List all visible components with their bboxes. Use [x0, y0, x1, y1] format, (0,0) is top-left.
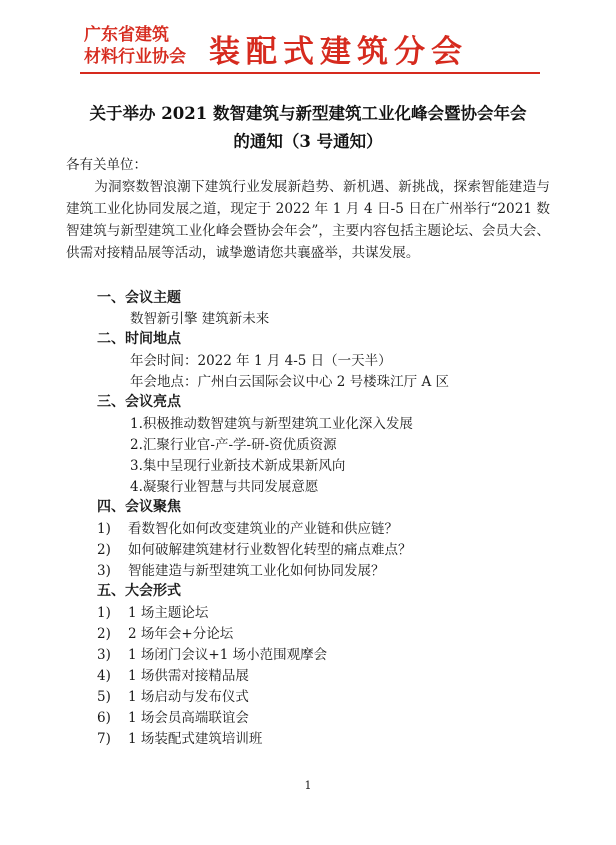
format-item-text: 1 场闭门会议+1 场小范围观摩会 — [128, 647, 328, 663]
intro-paragraph — [66, 176, 550, 264]
format-item-number: 7) — [97, 731, 111, 747]
focus-item-number: 1) — [97, 521, 111, 537]
focus-item — [97, 538, 412, 558]
format-item-number: 6) — [97, 710, 111, 726]
section-heading-focus: 四、会议聚焦 — [97, 499, 181, 515]
focus-item-text: 看数智化如何改变建筑业的产业链和供应链？ — [128, 521, 398, 537]
document-title-line2: 的通知（3 号通知） — [233, 132, 383, 151]
format-item — [97, 706, 249, 726]
format-item-text: 1 场供需对接精品展 — [128, 668, 249, 684]
format-item — [97, 685, 249, 705]
format-item — [97, 643, 327, 663]
document-title-line1: 关于举办 2021 数智建筑与新型建筑工业化峰会暨协会年会 — [89, 104, 527, 123]
meeting-venue: 年会地点：广州白云国际会议中心 2 号楼珠江厅 A 区 — [130, 374, 450, 390]
format-item-text: 1 场启动与发布仪式 — [128, 689, 249, 705]
focus-item-text: 如何破解建筑建材行业数智化转型的痛点难点？ — [128, 542, 412, 558]
format-item-number: 1) — [97, 605, 111, 621]
salutation: 各有关单位： — [66, 157, 147, 173]
page-number: 1 — [304, 779, 312, 792]
section-heading-highlights: 三、会议亮点 — [97, 394, 181, 410]
section-heading-theme: 一、会议主题 — [97, 290, 181, 306]
format-item — [97, 727, 262, 747]
format-item-number: 5) — [97, 689, 111, 705]
focus-item — [97, 559, 385, 579]
highlight-item: 4.凝聚行业智慧与共同发展意愿 — [130, 479, 319, 495]
format-item — [97, 622, 233, 642]
meeting-time: 年会时间：2022 年 1 月 4-5 日（一天半） — [130, 353, 392, 369]
highlight-item: 3.集中呈现行业新技术新成果新风向 — [130, 458, 346, 474]
format-item-number: 3) — [97, 647, 111, 663]
format-item-number: 2) — [97, 626, 111, 642]
format-item-text: 2 场年会+分论坛 — [128, 626, 234, 642]
intro-text: 为洞察数智浪潮下建筑行业发展新趋势、新机遇、新挑战，探索智能建造与建筑工业化协同发展之道，现定于 2022 年 1 月 4 日-5 日在广州举行“2021 数智建筑与新型建筑工业化峰会暨协会年会”，主要内容包括主题论坛、会员大会、供需对接精品展等活动，诚挚邀请您共襄盛举，共谋发展。 — [66, 179, 550, 261]
highlight-item: 2.汇聚行业官-产-学-研-资优质资源 — [130, 437, 337, 453]
section-heading-format: 五、大会形式 — [97, 583, 181, 599]
letterhead-divider — [80, 72, 540, 74]
focus-item-number: 3) — [97, 563, 111, 579]
focus-item-number: 2) — [97, 542, 111, 558]
format-item — [97, 601, 208, 621]
highlight-item: 1.积极推动数智建筑与新型建筑工业化深入发展 — [130, 416, 413, 432]
letterhead — [84, 22, 544, 78]
association-name-line2: 材料行业协会 — [84, 47, 186, 67]
association-name-line1: 广东省建筑 — [84, 25, 169, 45]
format-item — [97, 664, 249, 684]
focus-item — [97, 517, 398, 537]
theme-item: 数智新引擎 建筑新未来 — [130, 311, 270, 327]
section-heading-time-place: 二、时间地点 — [97, 331, 181, 347]
format-item-text: 1 场主题论坛 — [128, 605, 209, 621]
format-item-text: 1 场会员高端联谊会 — [128, 710, 249, 726]
focus-item-text: 智能建造与新型建筑工业化如何协同发展？ — [128, 563, 385, 579]
format-item-text: 1 场装配式建筑培训班 — [128, 731, 263, 747]
association-name — [84, 24, 186, 68]
format-item-number: 4) — [97, 668, 111, 684]
branch-name: 装配式建筑分会 — [209, 34, 468, 70]
